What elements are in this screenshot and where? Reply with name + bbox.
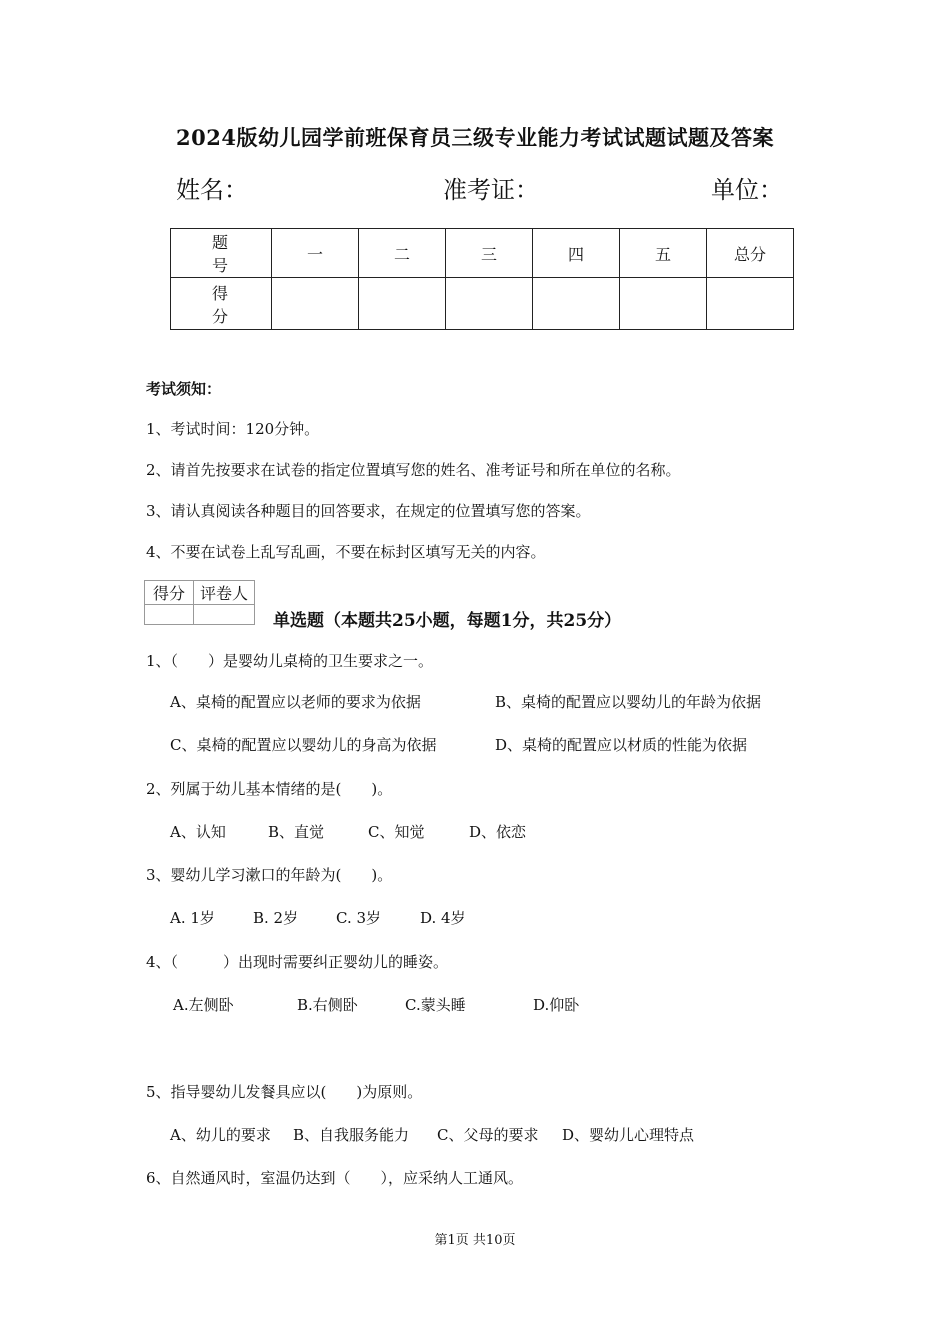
question-option[interactable]: C.蒙头睡 [405,996,466,1014]
score-header-cell: 五 [620,229,707,278]
page-footer: 第1页 共10页 [434,1233,516,1248]
notice-item: 3、请认真阅读各种题目的回答要求，在规定的位置填写您的答案。 [146,502,591,520]
question-option[interactable]: C、知觉 [368,823,425,841]
section-title: 单选题（本题共25小题，每题1分，共25分） [273,611,622,631]
notice-title: 考试须知： [146,380,222,398]
question-option[interactable]: C. 3岁 [336,909,382,927]
question-option[interactable]: A、认知 [170,823,226,841]
question-option[interactable]: D、婴幼儿心理特点 [562,1126,695,1144]
notice-item: 2、请首先按要求在试卷的指定位置填写您的姓名、准考证号和所在单位的名称。 [146,461,681,479]
question-option[interactable]: A、幼儿的要求 [170,1126,271,1144]
question-stem: 5、指导婴幼儿发餐具应以( )为原则。 [146,1083,423,1101]
score-header-cell: 二 [359,229,446,278]
score-header-cell: 三 [446,229,533,278]
grader-table [144,580,255,625]
question-option[interactable]: D、依恋 [469,823,527,841]
question-option[interactable]: D、桌椅的配置应以材质的性能为依据 [495,736,748,754]
document-title: 2024版幼儿园学前班保育员三级专业能力考试试题试题及答案 [176,125,774,150]
question-option[interactable]: B. 2岁 [253,909,299,927]
name-field-label: 姓名： [176,176,248,204]
score-cell[interactable] [533,278,620,330]
question-option[interactable]: C、父母的要求 [437,1126,539,1144]
question-option[interactable]: A. 1岁 [170,909,215,927]
question-stem: 1、（ ）是婴幼儿桌椅的卫生要求之一。 [146,652,434,670]
question-option[interactable]: D.仰卧 [533,996,580,1014]
question-option[interactable]: A.左侧卧 [173,996,234,1014]
score-table [170,228,794,330]
grader-score-cell[interactable] [145,605,194,625]
question-option[interactable]: B、桌椅的配置应以婴幼儿的年龄为依据 [495,693,762,711]
score-header-cell: 四 [533,229,620,278]
score-cell[interactable] [707,278,794,330]
score-header-cell: 总分 [707,229,794,278]
score-header-cell: 题 号 [171,229,272,278]
score-cell[interactable] [272,278,359,330]
question-stem: 2、列属于幼儿基本情绪的是( )。 [146,780,393,798]
notice-item: 4、不要在试卷上乱写乱画，不要在标封区填写无关的内容。 [146,543,546,561]
question-option[interactable]: A、桌椅的配置应以老师的要求为依据 [170,693,421,711]
question-option[interactable]: B、直觉 [268,823,325,841]
ticket-field-label: 准考证： [443,176,539,204]
question-option[interactable]: B.右侧卧 [297,996,358,1014]
score-cell[interactable] [359,278,446,330]
grader-name-label: 评卷人 [194,581,255,605]
question-stem: 6、自然通风时，室温仍达到（ ），应采纳人工通风。 [146,1169,524,1187]
score-cell[interactable] [620,278,707,330]
question-option[interactable]: C、桌椅的配置应以婴幼儿的身高为依据 [170,736,437,754]
grader-name-cell[interactable] [194,605,255,625]
grader-score-label: 得分 [145,581,194,605]
score-table-header-row [171,229,794,278]
score-cell[interactable] [446,278,533,330]
question-option[interactable]: D. 4岁 [420,909,466,927]
question-option[interactable]: B、自我服务能力 [293,1126,410,1144]
score-row-label: 得 分 [171,278,272,330]
question-stem: 3、婴幼儿学习漱口的年龄为( )。 [146,866,393,884]
unit-field-label: 单位： [711,176,783,204]
score-table-score-row [171,278,794,330]
score-header-cell: 一 [272,229,359,278]
notice-item: 1、考试时间：120分钟。 [146,420,320,438]
question-stem: 4、（ ）出现时需要纠正婴幼儿的睡姿。 [146,953,449,971]
